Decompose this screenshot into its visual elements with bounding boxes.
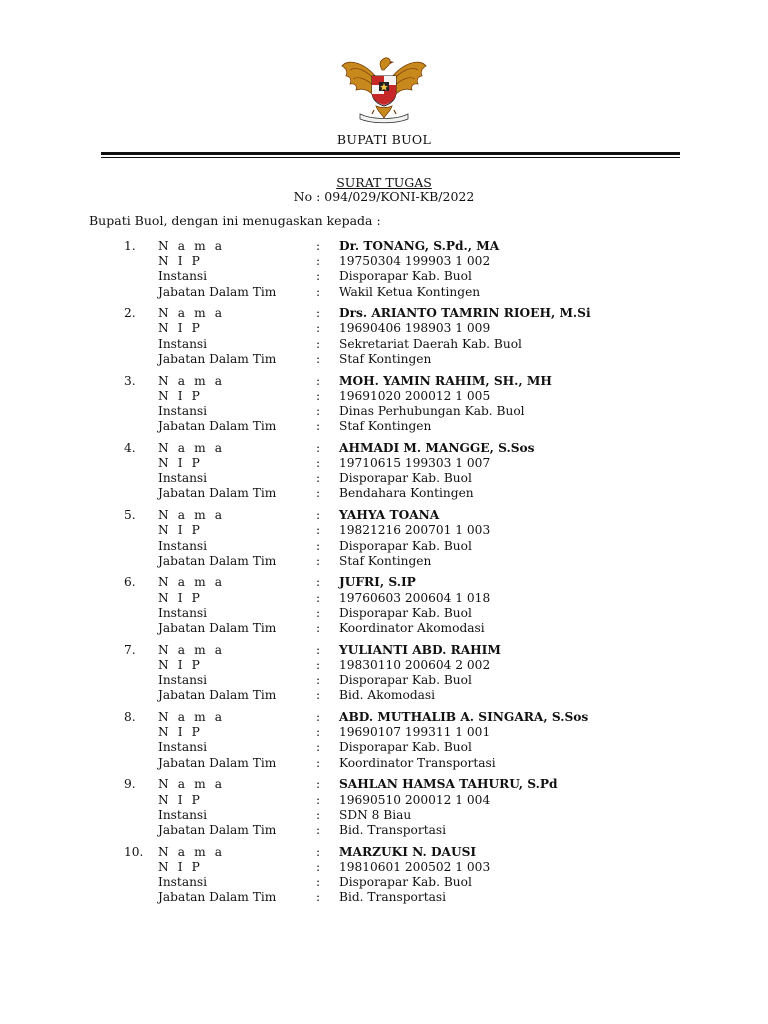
nip-value: 19710615 199303 1 007 [339, 456, 491, 471]
institution-value: Dinas Perhubungan Kab. Buol [339, 403, 525, 418]
nip-label: N I P [158, 792, 203, 807]
separator: : [316, 621, 321, 636]
entry-number: 8. [124, 710, 136, 725]
separator: : [316, 590, 321, 605]
institution-label: Instansi [158, 269, 208, 284]
institution-row [0, 673, 768, 688]
separator: : [316, 657, 321, 672]
name-row [0, 575, 768, 590]
institution-row [0, 808, 768, 823]
name-value: YULIANTI ABD. RAHIM [339, 642, 501, 657]
name-label: N a m a [158, 844, 225, 859]
name-value: SAHLAN HAMSA TAHURU, S.Pd [339, 777, 558, 792]
name-row [0, 508, 768, 523]
institution-label: Instansi [158, 336, 208, 351]
institution-label: Instansi [158, 538, 208, 553]
assignee-entry [0, 239, 768, 306]
position-value: Bid. Transportasi [339, 890, 447, 905]
position-row [0, 285, 768, 300]
institution-row [0, 471, 768, 486]
name-label: N a m a [158, 508, 225, 523]
position-row [0, 756, 768, 771]
institution-row [0, 337, 768, 352]
institution-label: Instansi [158, 673, 208, 688]
nip-label: N I P [158, 388, 203, 403]
intro-sentence: Bupati Buol, dengan ini menugaskan kepada : [89, 213, 381, 228]
position-label: Jabatan Dalam Tim [158, 419, 277, 434]
assignee-list [0, 239, 768, 912]
institution-value: Sekretariat Daerah Kab. Buol [339, 336, 522, 351]
separator: : [316, 844, 321, 859]
position-value: Staf Kontingen [339, 419, 432, 434]
separator: : [316, 239, 321, 253]
assignee-entry [0, 710, 768, 777]
name-label: N a m a [158, 306, 225, 321]
nip-label: N I P [158, 859, 203, 874]
position-value: Bid. Transportasi [339, 822, 447, 837]
separator: : [316, 403, 321, 418]
nip-value: 19821216 200701 1 003 [339, 523, 491, 538]
separator: : [316, 523, 321, 538]
header-divider-thin [101, 157, 680, 158]
separator: : [316, 269, 321, 284]
separator: : [316, 284, 321, 299]
position-label: Jabatan Dalam Tim [158, 755, 277, 770]
separator: : [316, 777, 321, 792]
separator: : [316, 538, 321, 553]
document-type-text: SURAT TUGAS [336, 175, 432, 190]
name-value: MARZUKI N. DAUSI [339, 844, 477, 859]
separator: : [316, 388, 321, 403]
institution-value: Disporapar Kab. Buol [339, 740, 472, 755]
position-label: Jabatan Dalam Tim [158, 553, 277, 568]
position-row [0, 419, 768, 434]
nip-row [0, 321, 768, 336]
separator: : [316, 508, 321, 523]
name-label: N a m a [158, 642, 225, 657]
position-label: Jabatan Dalam Tim [158, 351, 277, 366]
issuer-title: BUPATI BUOL [336, 132, 432, 147]
nip-row [0, 793, 768, 808]
institution-row [0, 875, 768, 890]
assignee-entry [0, 374, 768, 441]
name-value: Drs. ARIANTO TAMRIN RIOEH, M.Si [339, 306, 591, 321]
entry-number: 9. [124, 777, 136, 792]
entry-number: 2. [124, 306, 136, 321]
nip-value: 19690406 198903 1 009 [339, 321, 491, 336]
institution-value: Disporapar Kab. Buol [339, 471, 472, 486]
name-label: N a m a [158, 777, 225, 792]
institution-label: Instansi [158, 807, 208, 822]
name-label: N a m a [158, 239, 225, 253]
name-row [0, 441, 768, 456]
name-value: AHMADI M. MANGGE, S.Sos [339, 440, 535, 455]
separator: : [316, 822, 321, 837]
separator: : [316, 456, 321, 471]
position-label: Jabatan Dalam Tim [158, 621, 277, 636]
name-value: Dr. TONANG, S.Pd., MA [339, 239, 500, 253]
position-row [0, 621, 768, 636]
document-number: No : 094/029/KONI-KB/2022 [293, 189, 475, 204]
separator: : [316, 673, 321, 688]
position-value: Staf Kontingen [339, 351, 432, 366]
position-row [0, 890, 768, 905]
position-value: Bendahara Kontingen [339, 486, 474, 501]
entry-number: 10. [124, 844, 144, 859]
institution-value: SDN 8 Biau [339, 807, 412, 822]
nip-row [0, 860, 768, 875]
institution-label: Instansi [158, 403, 208, 418]
position-value: Wakil Ketua Kontingen [339, 284, 481, 299]
nip-row [0, 591, 768, 606]
position-row [0, 554, 768, 569]
name-label: N a m a [158, 373, 225, 388]
separator: : [316, 710, 321, 725]
name-label: N a m a [158, 575, 225, 590]
nip-label: N I P [158, 254, 203, 269]
name-row [0, 777, 768, 792]
position-value: Bid. Akomodasi [339, 688, 436, 703]
name-value: JUFRI, S.IP [339, 575, 416, 590]
name-row [0, 845, 768, 860]
position-value: Koordinator Transportasi [339, 755, 496, 770]
assignee-entry [0, 441, 768, 508]
position-value: Koordinator Akomodasi [339, 621, 485, 636]
entry-number: 6. [124, 575, 136, 590]
position-label: Jabatan Dalam Tim [158, 688, 277, 703]
assignee-entry [0, 777, 768, 844]
nip-label: N I P [158, 321, 203, 336]
garuda-emblem-icon [336, 52, 432, 126]
separator: : [316, 373, 321, 388]
separator: : [316, 642, 321, 657]
name-label: N a m a [158, 440, 225, 455]
separator: : [316, 336, 321, 351]
separator: : [316, 859, 321, 874]
entry-number: 1. [124, 239, 136, 253]
separator: : [316, 755, 321, 770]
position-row [0, 352, 768, 367]
institution-value: Disporapar Kab. Buol [339, 538, 472, 553]
nip-value: 19691020 200012 1 005 [339, 388, 491, 403]
name-value: MOH. YAMIN RAHIM, SH., MH [339, 373, 552, 388]
separator: : [316, 725, 321, 740]
separator: : [316, 792, 321, 807]
institution-value: Disporapar Kab. Buol [339, 673, 472, 688]
name-row [0, 643, 768, 658]
separator: : [316, 807, 321, 822]
separator: : [316, 740, 321, 755]
entry-number: 4. [124, 440, 136, 455]
nip-value: 19830110 200604 2 002 [339, 657, 491, 672]
nip-label: N I P [158, 590, 203, 605]
nip-label: N I P [158, 657, 203, 672]
position-row [0, 823, 768, 838]
separator: : [316, 254, 321, 269]
institution-row [0, 269, 768, 284]
separator: : [316, 575, 321, 590]
entry-number: 3. [124, 373, 136, 388]
position-row [0, 688, 768, 703]
nip-row [0, 523, 768, 538]
institution-value: Disporapar Kab. Buol [339, 875, 472, 890]
separator: : [316, 471, 321, 486]
entry-number: 5. [124, 508, 136, 523]
nip-value: 19750304 199903 1 002 [339, 254, 491, 269]
institution-label: Instansi [158, 875, 208, 890]
separator: : [316, 351, 321, 366]
nip-row [0, 389, 768, 404]
nip-label: N I P [158, 523, 203, 538]
nip-value: 19690510 200012 1 004 [339, 792, 491, 807]
position-label: Jabatan Dalam Tim [158, 486, 277, 501]
separator: : [316, 605, 321, 620]
position-label: Jabatan Dalam Tim [158, 822, 277, 837]
institution-row [0, 740, 768, 755]
nip-row [0, 725, 768, 740]
assignee-entry [0, 306, 768, 373]
name-value: YAHYA TOANA [339, 508, 440, 523]
nip-value: 19690107 199311 1 001 [339, 725, 491, 740]
header-divider-thick [101, 152, 680, 155]
position-row [0, 486, 768, 501]
separator: : [316, 875, 321, 890]
separator: : [316, 553, 321, 568]
institution-row [0, 606, 768, 621]
assignee-entry [0, 575, 768, 642]
name-row [0, 710, 768, 725]
nip-value: 19810601 200502 1 003 [339, 859, 491, 874]
separator: : [316, 306, 321, 321]
position-value: Staf Kontingen [339, 553, 432, 568]
separator: : [316, 440, 321, 455]
name-row [0, 239, 768, 254]
separator: : [316, 486, 321, 501]
separator: : [316, 890, 321, 905]
nip-label: N I P [158, 725, 203, 740]
institution-label: Instansi [158, 471, 208, 486]
document-type-heading [0, 175, 768, 190]
name-label: N a m a [158, 710, 225, 725]
assignee-entry [0, 643, 768, 710]
institution-label: Instansi [158, 740, 208, 755]
assignee-entry [0, 845, 768, 912]
separator: : [316, 688, 321, 703]
position-label: Jabatan Dalam Tim [158, 284, 277, 299]
nip-label: N I P [158, 456, 203, 471]
name-row [0, 306, 768, 321]
name-value: ABD. MUTHALIB A. SINGARA, S.Sos [339, 710, 589, 725]
institution-row [0, 404, 768, 419]
nip-row [0, 456, 768, 471]
institution-value: Disporapar Kab. Buol [339, 269, 472, 284]
separator: : [316, 321, 321, 336]
position-label: Jabatan Dalam Tim [158, 890, 277, 905]
separator: : [316, 419, 321, 434]
assignee-entry [0, 508, 768, 575]
name-row [0, 374, 768, 389]
entry-number: 7. [124, 642, 136, 657]
institution-value: Disporapar Kab. Buol [339, 605, 472, 620]
institution-row [0, 539, 768, 554]
nip-row [0, 254, 768, 269]
nip-value: 19760603 200604 1 018 [339, 590, 491, 605]
nip-row [0, 658, 768, 673]
institution-label: Instansi [158, 605, 208, 620]
